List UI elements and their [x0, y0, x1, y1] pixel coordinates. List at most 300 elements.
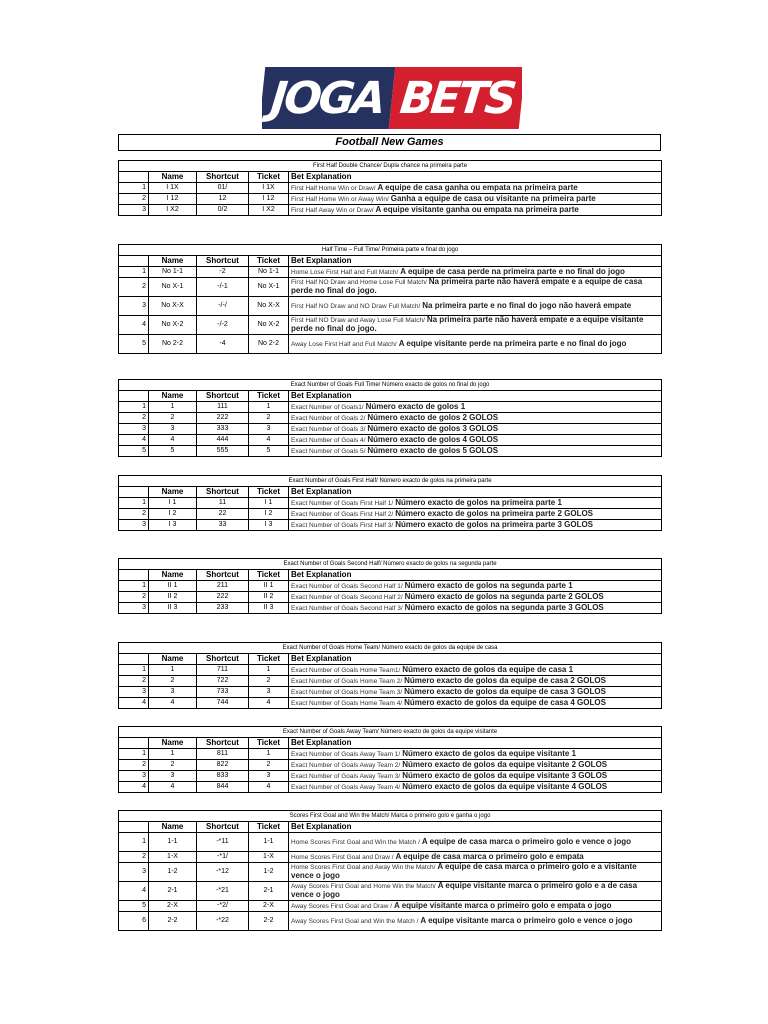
- bet-explanation: [289, 665, 662, 676]
- explanation-pt: Número exacto de golos 3 GOLOS: [367, 423, 499, 433]
- explanation-en: Home Scores First Goal and Away Win the Match/: [291, 864, 436, 871]
- section-title: Scores First Goal and Win the Match/ Marca o primeiro golo e ganha o jogo: [119, 811, 662, 822]
- bet-shortcut: 22: [197, 509, 249, 520]
- col-index-header: [119, 570, 149, 581]
- col-shortcut-header: Shortcut: [197, 654, 249, 665]
- bet-name: 4: [149, 435, 197, 446]
- bet-explanation: [289, 194, 662, 205]
- page-title: Football New Games: [118, 134, 661, 151]
- bet-explanation: [289, 520, 662, 531]
- explanation-pt: Número exacto de golos na segunda parte 3 GOLOS: [404, 602, 604, 612]
- bet-name: 1-X: [149, 852, 197, 863]
- bet-ticket: 3: [249, 687, 289, 698]
- explanation-pt: Número exacto de golos na primeira parte 3 GOLOS: [395, 519, 594, 529]
- bet-explanation: [289, 592, 662, 603]
- col-shortcut-header: Shortcut: [197, 570, 249, 581]
- col-explanation-header: Bet Explanation: [289, 391, 662, 402]
- bet-shortcut: 744: [197, 698, 249, 709]
- table-row: [119, 509, 662, 520]
- section-title: Exact Number of Goals Second Half/ Número exacto de golos na segunda parte: [119, 559, 662, 570]
- col-ticket-header: Ticket: [249, 654, 289, 665]
- row-index: 3: [119, 424, 149, 435]
- table-row: [119, 402, 662, 413]
- col-ticket-header: Ticket: [249, 172, 289, 183]
- bet-explanation: [289, 446, 662, 457]
- bet-explanation: [289, 782, 662, 793]
- explanation-en: Exact Number of Goals Second Half 1/: [291, 582, 403, 590]
- explanation-en: Exact Number of Goals First Half 3/: [291, 521, 394, 529]
- bet-shortcut: -/-1: [197, 278, 249, 297]
- bet-shortcut: -/-2: [197, 316, 249, 335]
- col-shortcut-header: Shortcut: [197, 172, 249, 183]
- table-row: [119, 852, 662, 863]
- explanation-pt: Na primeira parte não haverá empate e a equipe visitante perde no final do jogo.: [291, 315, 644, 333]
- row-index: 2: [119, 413, 149, 424]
- col-name-header: Name: [149, 654, 197, 665]
- bet-shortcut: -*2/: [197, 901, 249, 912]
- col-index-header: [119, 822, 149, 833]
- explanation-en: Exact Number of Goals Second Half 2/: [291, 593, 403, 601]
- explanation-en: Exact Number of Goals Home Team1/: [291, 666, 401, 674]
- bet-shortcut: -4: [197, 335, 249, 354]
- explanation-en: Away Lose First Half and Full Match/: [291, 340, 397, 348]
- bet-name: I 2: [149, 509, 197, 520]
- explanation-pt: A equipe de casa marca o primeiro golo e empata: [395, 851, 584, 861]
- logo-joga: JOGA: [262, 67, 395, 129]
- row-index: 4: [119, 782, 149, 793]
- explanation-en: Exact Number of Goals First Half 1/: [291, 499, 394, 507]
- bet-shortcut: 833: [197, 771, 249, 782]
- bet-shortcut: -/-/: [197, 297, 249, 316]
- table-row: [119, 592, 662, 603]
- bet-shortcut: 733: [197, 687, 249, 698]
- table-row: [119, 335, 662, 354]
- row-index: 3: [119, 603, 149, 614]
- row-index: 1: [119, 498, 149, 509]
- table-row: [119, 581, 662, 592]
- section-title: Exact Number of Goals Home Team/ Número exacto de golos da equipe de casa: [119, 643, 662, 654]
- bet-ticket: 3: [249, 424, 289, 435]
- table-row: [119, 687, 662, 698]
- row-index: 3: [119, 863, 149, 882]
- bet-section-table: [118, 558, 662, 614]
- logo-bets: BETS: [389, 67, 522, 129]
- bet-shortcut: 111: [197, 402, 249, 413]
- col-explanation-header: Bet Explanation: [289, 172, 662, 183]
- bet-ticket: 4: [249, 782, 289, 793]
- col-name-header: Name: [149, 391, 197, 402]
- explanation-en: Home Scores First Goal and Win the Match /: [291, 838, 420, 846]
- bet-shortcut: 444: [197, 435, 249, 446]
- table-row: [119, 603, 662, 614]
- bet-name: 3: [149, 424, 197, 435]
- bet-ticket: I 1: [249, 498, 289, 509]
- table-row: [119, 782, 662, 793]
- bet-shortcut: 822: [197, 760, 249, 771]
- bet-name: 3: [149, 771, 197, 782]
- table-row: [119, 863, 662, 882]
- explanation-en: First Half NO Draw and Away Lose Full Match/: [291, 317, 425, 324]
- explanation-en: Exact Number of Goals 4/: [291, 436, 366, 444]
- explanation-en: Exact Number of Goals Home Team 4/: [291, 699, 403, 707]
- explanation-pt: A equipe visitante marca o primeiro golo e a de casa vence o jogo: [291, 881, 638, 899]
- bet-name: 2-1: [149, 882, 197, 901]
- table-row: [119, 267, 662, 278]
- bet-explanation: [289, 749, 662, 760]
- bet-ticket: No 1-1: [249, 267, 289, 278]
- row-index: 2: [119, 278, 149, 297]
- col-explanation-header: Bet Explanation: [289, 487, 662, 498]
- col-name-header: Name: [149, 570, 197, 581]
- col-ticket-header: Ticket: [249, 256, 289, 267]
- bet-explanation: [289, 402, 662, 413]
- table-row: [119, 520, 662, 531]
- bet-explanation: [289, 863, 662, 882]
- bet-shortcut: 844: [197, 782, 249, 793]
- bet-ticket: 3: [249, 771, 289, 782]
- explanation-pt: Número exacto de golos da equipe de casa 3 GOLOS: [404, 686, 606, 696]
- bet-ticket: 4: [249, 435, 289, 446]
- col-explanation-header: Bet Explanation: [289, 256, 662, 267]
- bet-ticket: 1-X: [249, 852, 289, 863]
- bet-explanation: [289, 833, 662, 852]
- col-shortcut-header: Shortcut: [197, 256, 249, 267]
- bet-name: No 1-1: [149, 267, 197, 278]
- bet-name: II 1: [149, 581, 197, 592]
- bet-explanation: [289, 316, 662, 335]
- col-index-header: [119, 172, 149, 183]
- table-row: [119, 833, 662, 852]
- bet-ticket: 4: [249, 698, 289, 709]
- bet-shortcut: 333: [197, 424, 249, 435]
- row-index: 1: [119, 749, 149, 760]
- explanation-pt: Número exacto de golos da equipe visitante 4 GOLOS: [402, 781, 608, 791]
- bet-explanation: [289, 424, 662, 435]
- bet-explanation: [289, 760, 662, 771]
- explanation-pt: Número exacto de golos da equipe de casa 4 GOLOS: [404, 697, 606, 707]
- bet-shortcut: 811: [197, 749, 249, 760]
- bet-explanation: [289, 882, 662, 901]
- bet-explanation: [289, 267, 662, 278]
- bet-name: II 2: [149, 592, 197, 603]
- table-row: [119, 435, 662, 446]
- bet-explanation: [289, 901, 662, 912]
- bet-shortcut: 555: [197, 446, 249, 457]
- col-name-header: Name: [149, 487, 197, 498]
- explanation-pt: Número exacto de golos 2 GOLOS: [367, 412, 499, 422]
- bet-name: II 3: [149, 603, 197, 614]
- bet-name: I X2: [149, 205, 197, 216]
- explanation-en: Exact Number of Goals Away Team 2/: [291, 761, 401, 769]
- table-row: [119, 882, 662, 901]
- table-row: [119, 194, 662, 205]
- row-index: 1: [119, 267, 149, 278]
- col-ticket-header: Ticket: [249, 738, 289, 749]
- row-index: 5: [119, 335, 149, 354]
- row-index: 2: [119, 852, 149, 863]
- row-index: 1: [119, 402, 149, 413]
- col-shortcut-header: Shortcut: [197, 738, 249, 749]
- row-index: 4: [119, 435, 149, 446]
- table-row: [119, 771, 662, 782]
- explanation-pt: A equipe visitante ganha ou empata na primeira parte: [375, 204, 579, 214]
- explanation-pt: A equipe de casa marca o primeiro golo e a visitante vence o jogo: [291, 862, 637, 880]
- bet-name: 2-2: [149, 912, 197, 931]
- col-name-header: Name: [149, 738, 197, 749]
- bet-section-table: [118, 160, 662, 216]
- explanation-en: Away Scores First Goal and Draw /: [291, 902, 393, 910]
- explanation-en: Away Scores First Goal and Home Win the Match/: [291, 883, 436, 890]
- bet-name: No X-X: [149, 297, 197, 316]
- bet-shortcut: 722: [197, 676, 249, 687]
- table-row: [119, 424, 662, 435]
- section-title: Exact Number of Goals Full Time/ Número exacto de golos no final do jogo: [119, 380, 662, 391]
- explanation-en: Exact Number of Goals Away Team 1/: [291, 750, 401, 758]
- explanation-en: Exact Number of Goals Home Team 3/: [291, 688, 403, 696]
- section-title: Exact Number of Goals First Half/ Número exacto de golos na primeira parte: [119, 476, 662, 487]
- bet-explanation: [289, 676, 662, 687]
- row-index: 6: [119, 912, 149, 931]
- bet-ticket: 5: [249, 446, 289, 457]
- bet-ticket: 1: [249, 749, 289, 760]
- explanation-pt: A equipe visitante marca o primeiro golo e empata o jogo: [393, 900, 612, 910]
- explanation-pt: Número exacto de golos na primeira parte 1: [395, 497, 562, 507]
- explanation-pt: Número exacto de golos na primeira parte 2 GOLOS: [395, 508, 594, 518]
- bet-explanation: [289, 771, 662, 782]
- row-index: 3: [119, 771, 149, 782]
- jogabets-logo: [262, 67, 522, 129]
- col-ticket-header: Ticket: [249, 822, 289, 833]
- bet-name: 5: [149, 446, 197, 457]
- bet-shortcut: -*1/: [197, 852, 249, 863]
- bet-ticket: 2: [249, 760, 289, 771]
- bet-shortcut: 0/2: [197, 205, 249, 216]
- explanation-pt: Número exacto de golos 5 GOLOS: [367, 445, 499, 455]
- col-shortcut-header: Shortcut: [197, 487, 249, 498]
- bet-ticket: No 2-2: [249, 335, 289, 354]
- bet-shortcut: 711: [197, 665, 249, 676]
- row-index: 2: [119, 592, 149, 603]
- table-row: [119, 676, 662, 687]
- bet-explanation: [289, 297, 662, 316]
- bet-ticket: 1-1: [249, 833, 289, 852]
- bet-ticket: 2: [249, 676, 289, 687]
- row-index: 5: [119, 446, 149, 457]
- bet-ticket: 1: [249, 402, 289, 413]
- bet-name: 3: [149, 687, 197, 698]
- bet-section-table: [118, 642, 662, 709]
- explanation-en: Exact Number of Goals Second Half 3/: [291, 604, 403, 612]
- table-row: [119, 297, 662, 316]
- bet-shortcut: 33: [197, 520, 249, 531]
- col-index-header: [119, 487, 149, 498]
- table-row: [119, 749, 662, 760]
- col-shortcut-header: Shortcut: [197, 391, 249, 402]
- explanation-pt: Ganha a equipe de casa ou visitante na primeira parte: [390, 193, 596, 203]
- row-index: 4: [119, 698, 149, 709]
- bet-shortcut: 01/: [197, 183, 249, 194]
- explanation-en: Home Lose First Half and Full Match/: [291, 268, 399, 276]
- bet-explanation: [289, 603, 662, 614]
- bet-section-table: [118, 244, 662, 354]
- explanation-pt: Número exacto de golos 1: [365, 401, 466, 411]
- bet-name: 4: [149, 698, 197, 709]
- bet-explanation: [289, 912, 662, 931]
- bet-section-table: [118, 810, 662, 931]
- explanation-pt: Número exacto de golos da equipe visitante 1: [402, 748, 577, 758]
- row-index: 3: [119, 297, 149, 316]
- bet-ticket: 1-2: [249, 863, 289, 882]
- bet-name: No 2-2: [149, 335, 197, 354]
- table-row: [119, 760, 662, 771]
- section-title: Half Time – Full Time/ Primeira parte e final do jogo: [119, 245, 662, 256]
- col-explanation-header: Bet Explanation: [289, 570, 662, 581]
- explanation-en: Away Scores First Goal and Win the Match /: [291, 917, 419, 925]
- row-index: 3: [119, 687, 149, 698]
- bet-name: 2: [149, 676, 197, 687]
- bet-ticket: No X-2: [249, 316, 289, 335]
- bet-ticket: 2-1: [249, 882, 289, 901]
- row-index: 2: [119, 760, 149, 771]
- bet-explanation: [289, 183, 662, 194]
- bet-name: I 12: [149, 194, 197, 205]
- explanation-en: First Half NO Draw and NO Draw Full Match/: [291, 302, 421, 310]
- explanation-pt: A equipe de casa ganha ou empata na primeira parte: [377, 182, 578, 192]
- table-row: [119, 446, 662, 457]
- bet-shortcut: -2: [197, 267, 249, 278]
- bet-ticket: II 2: [249, 592, 289, 603]
- explanation-en: Exact Number of Goals 5/: [291, 447, 366, 455]
- explanation-pt: Número exacto de golos na segunda parte 2 GOLOS: [404, 591, 604, 601]
- bet-shortcut: 222: [197, 413, 249, 424]
- section-title: First Half Double Chance/ Dupla chance na primeira parte: [119, 161, 662, 172]
- bet-explanation: [289, 852, 662, 863]
- explanation-pt: A equipe de casa perde na primeira parte e no final do jogo: [400, 266, 625, 276]
- bet-section-table: [118, 379, 662, 457]
- bet-name: 1-2: [149, 863, 197, 882]
- row-index: 1: [119, 183, 149, 194]
- bet-name: 1-1: [149, 833, 197, 852]
- row-index: 1: [119, 581, 149, 592]
- explanation-pt: A equipe visitante perde na primeira parte e no final do jogo: [398, 338, 627, 348]
- explanation-en: Exact Number of Goals 2/: [291, 414, 366, 422]
- bet-explanation: [289, 581, 662, 592]
- bet-shortcut: -*12: [197, 863, 249, 882]
- row-index: 2: [119, 676, 149, 687]
- col-ticket-header: Ticket: [249, 487, 289, 498]
- explanation-en: Exact Number of Goals1/: [291, 403, 364, 411]
- bet-ticket: 2-X: [249, 901, 289, 912]
- bet-shortcut: 11: [197, 498, 249, 509]
- col-explanation-header: Bet Explanation: [289, 822, 662, 833]
- bet-name: 1: [149, 665, 197, 676]
- bet-section-table: [118, 475, 662, 531]
- bet-section-table: [118, 726, 662, 793]
- explanation-pt: Na primeira parte e no final do jogo não haverá empate: [422, 300, 632, 310]
- bet-explanation: [289, 413, 662, 424]
- explanation-en: Exact Number of Goals Home Team 2/: [291, 677, 403, 685]
- bet-shortcut: 233: [197, 603, 249, 614]
- explanation-pt: Número exacto de golos da equipe de casa 2 GOLOS: [404, 675, 606, 685]
- bet-explanation: [289, 687, 662, 698]
- row-index: 5: [119, 901, 149, 912]
- table-row: [119, 278, 662, 297]
- row-index: 2: [119, 194, 149, 205]
- bet-explanation: [289, 698, 662, 709]
- bet-shortcut: 222: [197, 592, 249, 603]
- table-row: [119, 205, 662, 216]
- row-index: 3: [119, 205, 149, 216]
- bet-shortcut: 12: [197, 194, 249, 205]
- bet-ticket: No X-1: [249, 278, 289, 297]
- table-row: [119, 665, 662, 676]
- bet-explanation: [289, 335, 662, 354]
- table-row: [119, 901, 662, 912]
- row-index: 2: [119, 509, 149, 520]
- explanation-en: First Half Home Win or Draw/: [291, 184, 376, 192]
- explanation-en: First Half Home Win or Away Win/: [291, 195, 389, 203]
- row-index: 1: [119, 665, 149, 676]
- col-index-header: [119, 654, 149, 665]
- bet-name: 2: [149, 413, 197, 424]
- col-name-header: Name: [149, 172, 197, 183]
- bet-shortcut: 211: [197, 581, 249, 592]
- row-index: 4: [119, 882, 149, 901]
- bet-explanation: [289, 435, 662, 446]
- bet-name: I 3: [149, 520, 197, 531]
- table-row: [119, 498, 662, 509]
- bet-ticket: 2: [249, 413, 289, 424]
- bet-name: No X-1: [149, 278, 197, 297]
- bet-explanation: [289, 498, 662, 509]
- bet-explanation: [289, 278, 662, 297]
- bet-name: No X-2: [149, 316, 197, 335]
- col-explanation-header: Bet Explanation: [289, 738, 662, 749]
- bet-ticket: I 1X: [249, 183, 289, 194]
- bet-name: 2-X: [149, 901, 197, 912]
- section-title: Exact Number of Goals Away Team/ Número exacto de golos da equipe visitante: [119, 727, 662, 738]
- bet-shortcut: -*21: [197, 882, 249, 901]
- bet-ticket: No X-X: [249, 297, 289, 316]
- bet-name: I 1X: [149, 183, 197, 194]
- explanation-en: Exact Number of Goals Away Team 3/: [291, 772, 401, 780]
- bet-ticket: I 3: [249, 520, 289, 531]
- bet-ticket: I 12: [249, 194, 289, 205]
- row-index: 3: [119, 520, 149, 531]
- explanation-en: First Half Away Win or Draw/: [291, 206, 374, 214]
- col-index-header: [119, 391, 149, 402]
- explanation-en: Home Scores First Goal and Draw /: [291, 853, 394, 861]
- table-row: [119, 698, 662, 709]
- table-row: [119, 316, 662, 335]
- bet-explanation: [289, 205, 662, 216]
- explanation-pt: A equipe de casa marca o primeiro golo e vence o jogo: [421, 836, 632, 846]
- table-row: [119, 183, 662, 194]
- col-explanation-header: Bet Explanation: [289, 654, 662, 665]
- col-index-header: [119, 738, 149, 749]
- col-name-header: Name: [149, 256, 197, 267]
- col-ticket-header: Ticket: [249, 570, 289, 581]
- bet-ticket: 1: [249, 665, 289, 676]
- col-name-header: Name: [149, 822, 197, 833]
- row-index: 1: [119, 833, 149, 852]
- explanation-pt: Número exacto de golos da equipe visitante 3 GOLOS: [402, 770, 608, 780]
- explanation-pt: Na primeira parte não haverá empate e a equipe de casa perde no final do jogo.: [291, 277, 643, 295]
- explanation-pt: Número exacto de golos 4 GOLOS: [367, 434, 499, 444]
- bet-name: I 1: [149, 498, 197, 509]
- table-row: [119, 912, 662, 931]
- col-shortcut-header: Shortcut: [197, 822, 249, 833]
